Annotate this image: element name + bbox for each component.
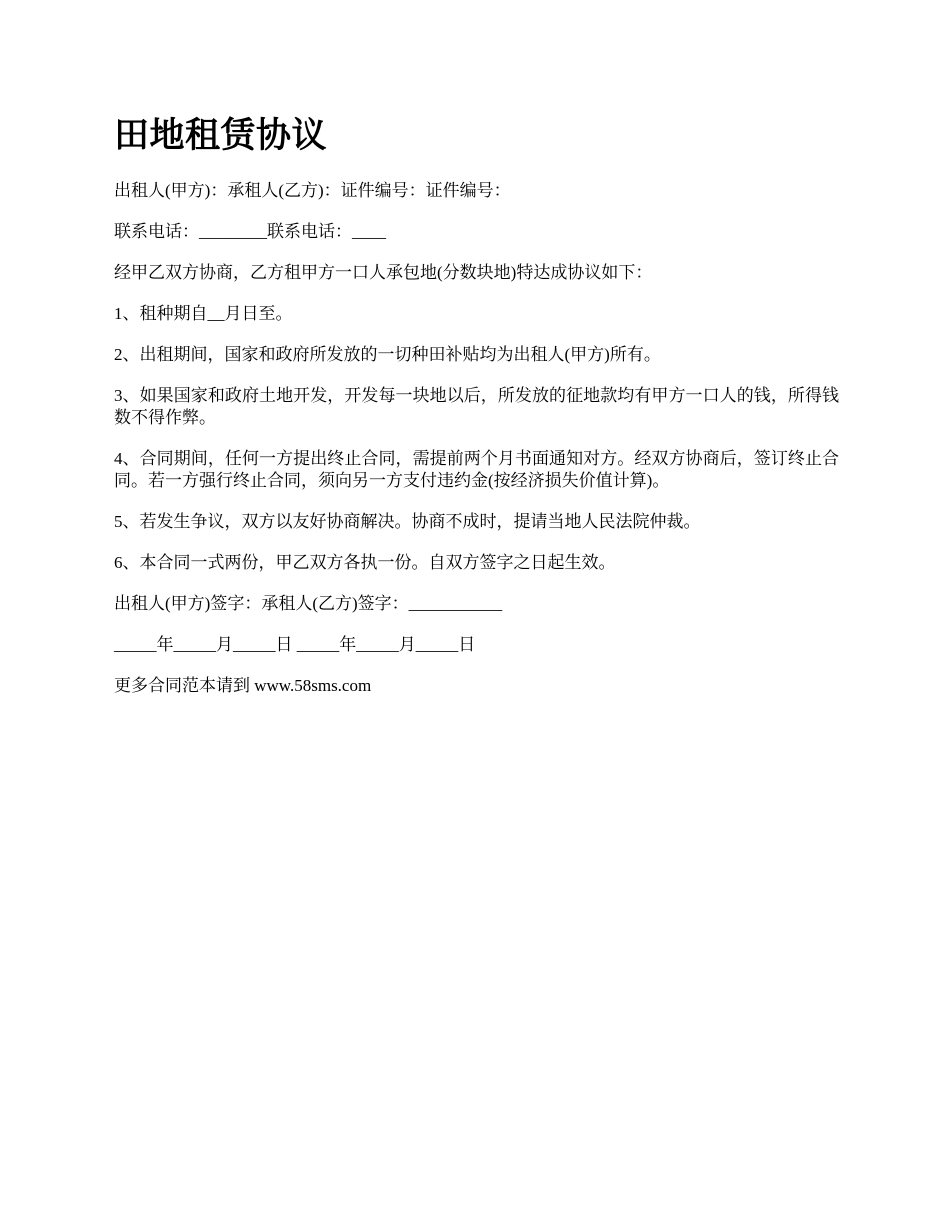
date-line: _____年_____月_____日 _____年_____月_____日 xyxy=(114,635,476,654)
contact-phone-line: 联系电话：________联系电话：____ xyxy=(114,222,386,241)
clause-3: 3、如果国家和政府土地开发，开发每一块地以后，所发放的征地款均有甲方一口人的钱，所得钱数不得作弊。 xyxy=(114,386,839,427)
document-page xyxy=(114,112,839,716)
agreement-intro: 经甲乙双方协商，乙方租甲方一口人承包地(分数块地)特达成协议如下： xyxy=(114,263,653,282)
parties-line: 出租人(甲方)：承租人(乙方)：证件编号：证件编号： xyxy=(114,181,511,200)
clause-4: 4、合同期间，任何一方提出终止合同，需提前两个月书面通知对方。经双方协商后，签订终止合同。若一方强行终止合同，须向另一方支付违约金(按经济损失价值计算)。 xyxy=(114,449,839,490)
signature-line: 出租人(甲方)签字：承租人(乙方)签字：___________ xyxy=(114,594,503,613)
clause-2: 2、出租期间，国家和政府所发放的一切种田补贴均为出租人(甲方)所有。 xyxy=(114,345,661,364)
clause-5: 5、若发生争议，双方以友好协商解决。协商不成时，提请当地人民法院仲裁。 xyxy=(114,512,701,531)
clause-1: 1、租种期自__月日至。 xyxy=(114,304,293,323)
clause-6: 6、本合同一式两份，甲乙双方各执一份。自双方签字之日起生效。 xyxy=(114,553,616,572)
footer-note: 更多合同范本请到 www.58sms.com xyxy=(114,676,372,695)
document-title: 田地租赁协议 xyxy=(114,116,328,155)
